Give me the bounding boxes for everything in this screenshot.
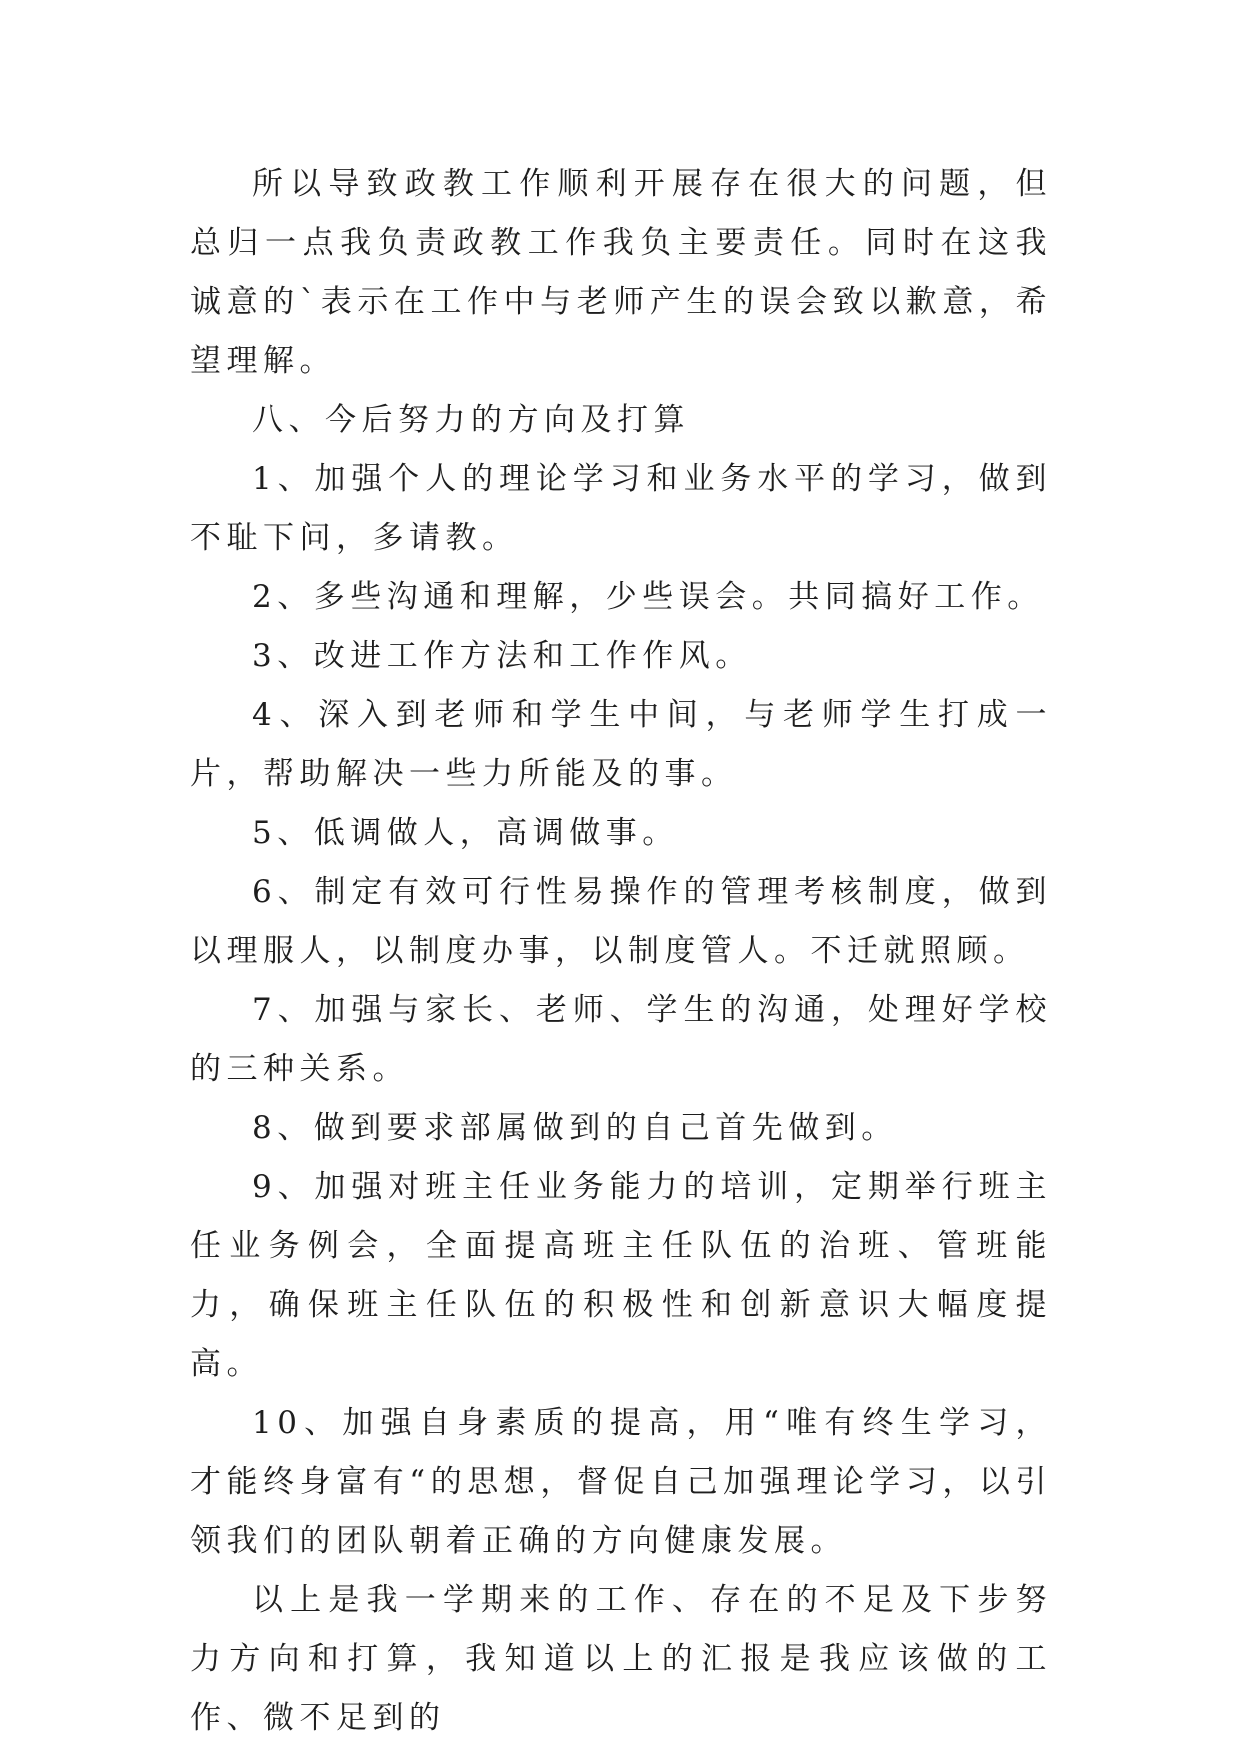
list-item-3: 3、改进工作方法和工作作风。 [252,638,752,674]
list-item-10: 10、加强自身素质的提高，用“唯有终生学习，才能终身富有“的思想，督促自己加强理论学习，以引领我们的团队朝着正确的方向健康发展。 [190,1405,1052,1559]
list-item-8: 8、做到要求部属做到的自己首先做到。 [252,1110,898,1146]
list-item-9: 9、加强对班主任业务能力的培训，定期举行班主任业务例会，全面提高班主任队伍的治班、管班能力，确保班主任队伍的积极性和创新意识大幅度提高。 [190,1169,1052,1382]
paragraph-apology: 所以导致政教工作顺利开展存在很大的问题，但总归一点我负责政教工作我负主要责任。同时在这我诚意的`表示在工作中与老师产生的误会致以歉意，希望理解。 [190,166,1052,379]
list-item-6: 6、制定有效可行性易操作的管理考核制度，做到以理服人，以制度办事，以制度管人。不迁就照顾。 [190,874,1052,969]
list-item-2: 2、多些沟通和理解，少些误会。共同搞好工作。 [252,579,1044,615]
list-item-1: 1、加强个人的理论学习和业务水平的学习，做到不耻下问，多请教。 [190,461,1052,556]
document-body [190,155,1052,1748]
list-item-5: 5、低调做人，高调做事。 [252,815,679,851]
list-item-7: 7、加强与家长、老师、学生的沟通，处理好学校的三种关系。 [190,992,1052,1087]
section-heading-future-plans: 八、今后努力的方向及打算 [252,402,690,438]
paragraph-conclusion: 以上是我一学期来的工作、存在的不足及下步努力方向和打算，我知道以上的汇报是我应该做的工作、微不足到的 [190,1582,1052,1736]
list-item-4: 4、深入到老师和学生中间，与老师学生打成一片，帮助解决一些力所能及的事。 [190,697,1052,792]
